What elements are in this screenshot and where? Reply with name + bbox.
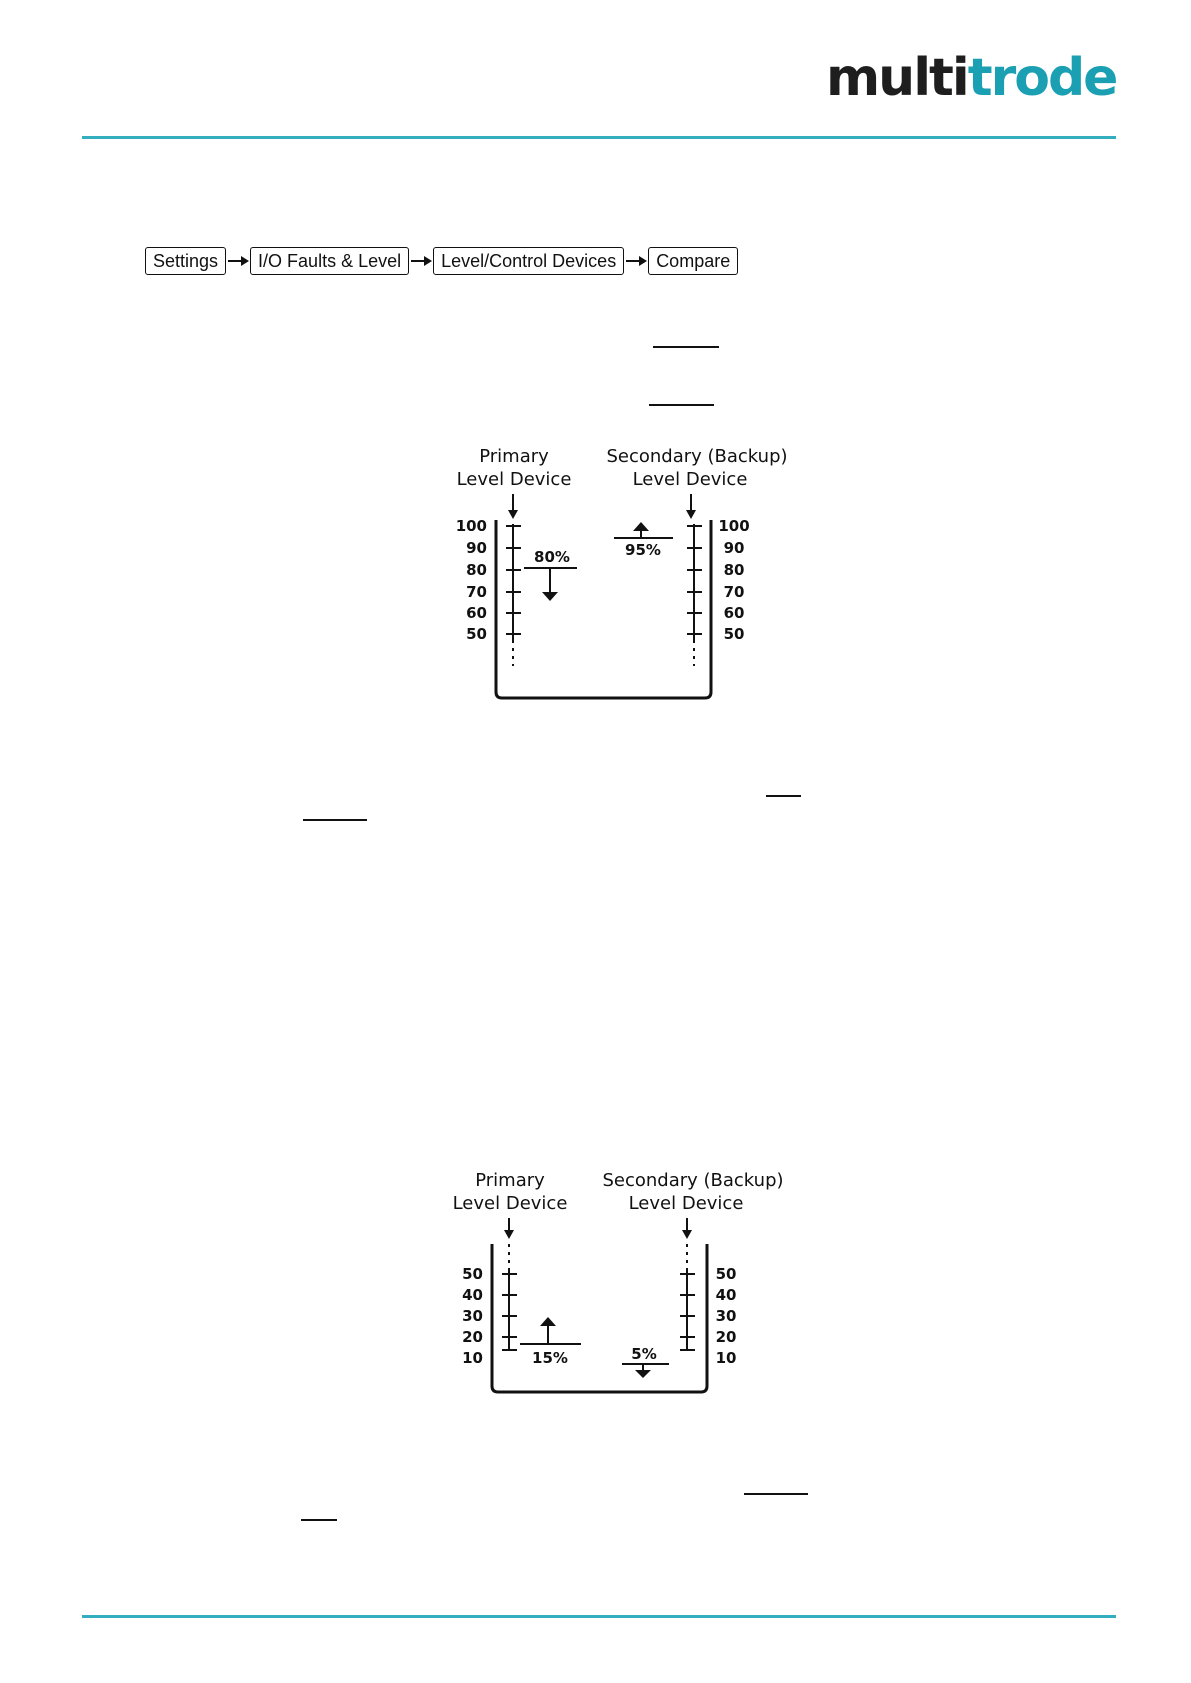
secondary-scale-label: 30 [715, 1307, 737, 1325]
primary-scale-label: 50 [466, 625, 487, 643]
primary-scale-label: 50 [462, 1265, 483, 1283]
primary-scale-label: 30 [462, 1307, 483, 1325]
secondary-scale-label: 40 [715, 1286, 737, 1304]
multitrode-logo [826, 48, 1117, 108]
primary-scale-label: 10 [462, 1349, 483, 1367]
primary-scale-label: 60 [466, 604, 487, 622]
primary-scale-label: 80 [466, 561, 487, 579]
primary-setpoint-label: 80% [534, 548, 570, 566]
primary-scale-label: 100 [455, 517, 487, 535]
secondary-scale-ticks [680, 1244, 695, 1350]
primary-scale-ticks [502, 1244, 517, 1350]
primary-scale-label: 20 [462, 1328, 483, 1346]
header-rule [82, 136, 1116, 139]
secondary-scale-label: 100 [718, 517, 750, 535]
wet-well-tank-outline [492, 1244, 707, 1392]
secondary-label-line1: Secondary (Backup) [606, 446, 788, 467]
secondary-label-line2: Level Device [632, 469, 748, 490]
secondary-label-line2: Level Device [628, 1193, 744, 1214]
arrow-right-icon [409, 255, 433, 267]
primary-scale-label: 40 [462, 1286, 483, 1304]
level-compare-diagram-low [436, 1166, 816, 1406]
logo-text-accent: trode [967, 48, 1117, 108]
primary-setpoint-label: 15% [532, 1349, 568, 1367]
wet-well-tank-outline [496, 520, 711, 698]
breadcrumb-settings[interactable]: Settings [145, 247, 226, 275]
breadcrumb-io-faults-level[interactable]: I/O Faults & Level [250, 247, 409, 275]
secondary-setpoint-label: 5% [631, 1345, 657, 1363]
arrow-right-icon [624, 255, 648, 267]
secondary-scale-label: 90 [723, 539, 745, 557]
down-arrow-icon [542, 592, 558, 601]
secondary-scale-label: 10 [715, 1349, 737, 1367]
underline-mark [744, 1493, 808, 1495]
primary-pointer-arrowhead [504, 1230, 514, 1239]
secondary-scale-label: 80 [723, 561, 745, 579]
underline-mark [766, 795, 801, 797]
underline-mark [649, 404, 714, 406]
secondary-setpoint-label: 95% [625, 541, 661, 559]
primary-scale-label: 90 [466, 539, 487, 557]
underline-mark [653, 346, 719, 348]
up-arrow-icon [540, 1317, 556, 1326]
secondary-label-line1: Secondary (Backup) [602, 1170, 784, 1191]
primary-scale-label: 70 [466, 583, 487, 601]
primary-scale-ticks [506, 524, 521, 666]
primary-pointer-arrowhead [508, 510, 518, 519]
primary-label-line2: Level Device [452, 1193, 568, 1214]
underline-mark [301, 1519, 337, 1521]
secondary-scale-label: 50 [723, 625, 745, 643]
secondary-scale-label: 60 [723, 604, 745, 622]
secondary-scale-label: 50 [715, 1265, 737, 1283]
primary-label-line1: Primary [475, 1170, 545, 1191]
up-arrow-icon [633, 522, 649, 531]
down-arrow-icon [635, 1370, 651, 1378]
secondary-pointer-arrowhead [686, 510, 696, 519]
arrow-right-icon [226, 255, 250, 267]
secondary-pointer-arrowhead [682, 1230, 692, 1239]
breadcrumb-level-control-devices[interactable]: Level/Control Devices [433, 247, 624, 275]
underline-mark [303, 819, 367, 821]
level-compare-diagram-high [440, 442, 820, 702]
secondary-scale-label: 70 [723, 583, 745, 601]
primary-label-line2: Level Device [456, 469, 572, 490]
secondary-scale-label: 20 [715, 1328, 737, 1346]
logo-text-dark: multi [826, 48, 968, 108]
breadcrumb-compare[interactable]: Compare [648, 247, 738, 275]
primary-label-line1: Primary [479, 446, 549, 467]
secondary-scale-ticks [687, 524, 702, 666]
breadcrumb [145, 247, 738, 275]
footer-rule [82, 1615, 1116, 1618]
